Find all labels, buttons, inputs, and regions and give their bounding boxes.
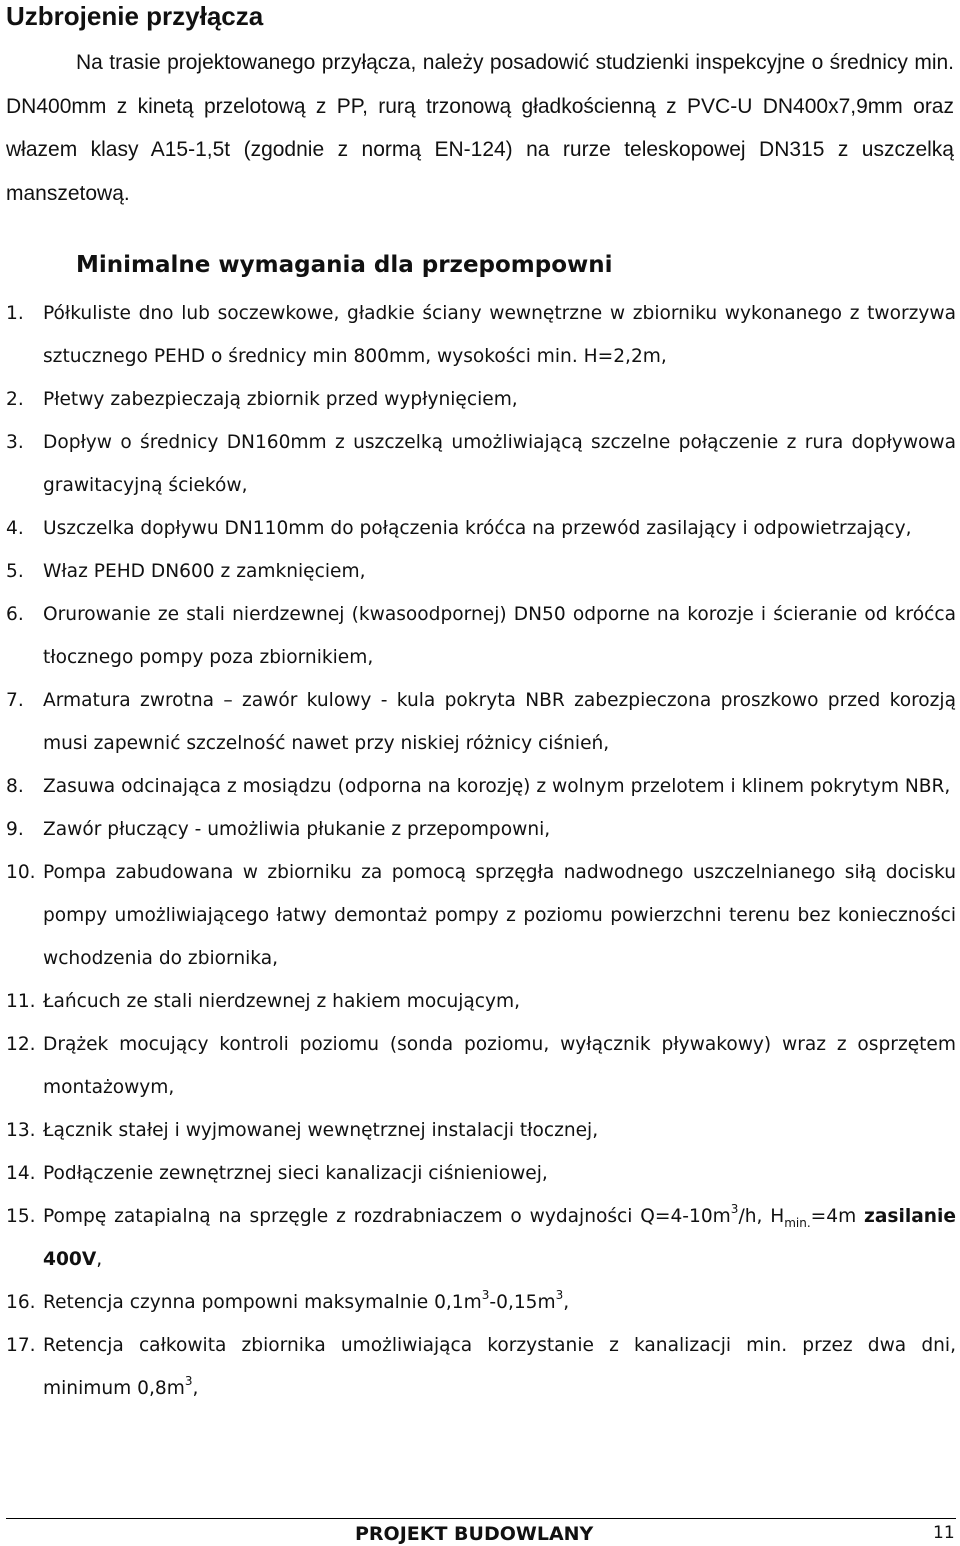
list-item [6, 550, 956, 593]
intro-paragraph [6, 41, 954, 215]
footer-divider [6, 1518, 956, 1519]
item-text: Łańcuch ze stali nierdzewnej z hakiem mocującym, [43, 991, 521, 1012]
list-item [6, 507, 956, 550]
item-text: Dopływ o średnicy DN160mm z uszczelką umożliwiającą szczelne połączenie z rura dopływowa grawitacyjną ścieków, [43, 432, 956, 496]
item-text: , [192, 1378, 199, 1399]
item-text: Pompę zatapialną na sprzęgle z rozdrabniaczem o wydajności Q=4-10m [43, 1206, 731, 1227]
item-text: , [96, 1249, 103, 1270]
section-title: Uzbrojenie przyłącza [6, 1, 264, 31]
item-number: 11. [6, 991, 36, 1012]
item-text: Płetwy zabezpieczają zbiornik przed wypłynięciem, [43, 389, 518, 410]
list-item [6, 593, 956, 679]
requirements-list [6, 292, 956, 1410]
item-text: Drążek mocujący kontroli poziomu (sonda poziomu, wyłącznik pływakowy) wraz z osprzętem montażowym, [43, 1034, 956, 1098]
list-item [6, 851, 956, 980]
item-number: 3. [6, 432, 24, 453]
item-number: 7. [6, 690, 24, 711]
list-item [6, 808, 956, 851]
list-item [6, 1324, 956, 1410]
subscript: min. [784, 1216, 811, 1230]
item-text: Właz PEHD DN600 z zamknięciem, [43, 561, 366, 582]
item-text: Zasuwa odcinająca z mosiądzu (odporna na korozję) z wolnym przelotem i klinem pokrytym NBR, [43, 776, 951, 797]
page-number: 11 [933, 1523, 955, 1543]
item-text: =4m [810, 1206, 857, 1227]
list-item [6, 679, 956, 765]
item-text: Pompa zabudowana w zbiorniku za pomocą sprzęgła nadwodnego uszczelnianego siłą docisku pompy umożliwiającego łatwy demontaż pompy z poziomu powierzchni terenu bez konieczności wchodzenia do zbiornika, [43, 862, 956, 969]
item-text: Retencja całkowita zbiornika umożliwiająca korzystanie z kanalizacji min. przez dwa dni, minimum 0,8m [43, 1335, 956, 1399]
item-text: -0,15m [489, 1292, 556, 1313]
list-item [6, 421, 956, 507]
item-text: Retencja czynna pompowni maksymalnie 0,1m [43, 1292, 482, 1313]
superscript: 3 [184, 1374, 193, 1388]
power-supply-label: zasilanie 400V [43, 1206, 956, 1270]
item-text: Podłączenie zewnętrznej sieci kanalizacji ciśnieniowej, [43, 1163, 548, 1184]
item-number: 14. [6, 1163, 36, 1184]
item-text: , [563, 1292, 570, 1313]
list-item [6, 1152, 956, 1195]
item-text: Uszczelka dopływu DN110mm do połączenia króćca na przewód zasilający i odpowietrzający, [43, 518, 912, 539]
item-number: 2. [6, 389, 24, 410]
list-item [6, 1109, 956, 1152]
item-text: Zawór płuczący - umożliwia płukanie z przepompowni, [43, 819, 551, 840]
footer-title: PROJEKT BUDOWLANY [355, 1523, 594, 1545]
superscript: 3 [730, 1202, 739, 1216]
item-number: 4. [6, 518, 24, 539]
superscript: 3 [481, 1288, 490, 1302]
list-item [6, 765, 956, 808]
item-number: 9. [6, 819, 24, 840]
list-item [6, 980, 956, 1023]
item-number: 10. [6, 862, 36, 883]
item-number: 8. [6, 776, 24, 797]
item-number: 5. [6, 561, 24, 582]
superscript: 3 [555, 1288, 564, 1302]
item-number: 6. [6, 604, 24, 625]
item-number: 16. [6, 1292, 36, 1313]
list-item [6, 378, 956, 421]
list-item [6, 1023, 956, 1109]
intro-text: Na trasie projektowanego przyłącza, należy posadowić studzienki inspekcyjne o średnicy min. DN400mm z kinetą przelotową z PP, rurą trzonową gładkościenną z PVC-U DN400x7,9mm oraz włazem klasy A15-1,5t (zgodnie z normą EN-124) na rurze teleskopowej DN315 z uszczelką manszetową. [6, 51, 954, 205]
item-number: 13. [6, 1120, 36, 1141]
item-number: 15. [6, 1206, 36, 1227]
item-text: Armatura zwrotna – zawór kulowy - kula pokryta NBR zabezpieczona proszkowo przed korozją musi zapewnić szczelność nawet przy niskiej różnicy ciśnień, [43, 690, 956, 754]
item-text: Półkuliste dno lub soczewkowe, gładkie ściany wewnętrzne w zbiorniku wykonanego z tworzywa sztucznego PEHD o średnicy min 800mm, wysokości min. H=2,2m, [43, 303, 956, 367]
item-number: 1. [6, 303, 24, 324]
item-text: Łącznik stałej i wyjmowanej wewnętrznej instalacji tłocznej, [43, 1120, 599, 1141]
item-number: 12. [6, 1034, 36, 1055]
item-text: /h, H [738, 1206, 785, 1227]
list-item [6, 1195, 956, 1281]
list-item [6, 292, 956, 378]
item-text: Orurowanie ze stali nierdzewnej (kwasoodpornej) DN50 odporne na korozje i ścieranie od króćca tłocznego pompy poza zbiornikiem, [43, 604, 956, 668]
list-item [6, 1281, 956, 1324]
subsection-title: Minimalne wymagania dla przepompowni [76, 252, 613, 278]
item-number: 17. [6, 1335, 36, 1356]
